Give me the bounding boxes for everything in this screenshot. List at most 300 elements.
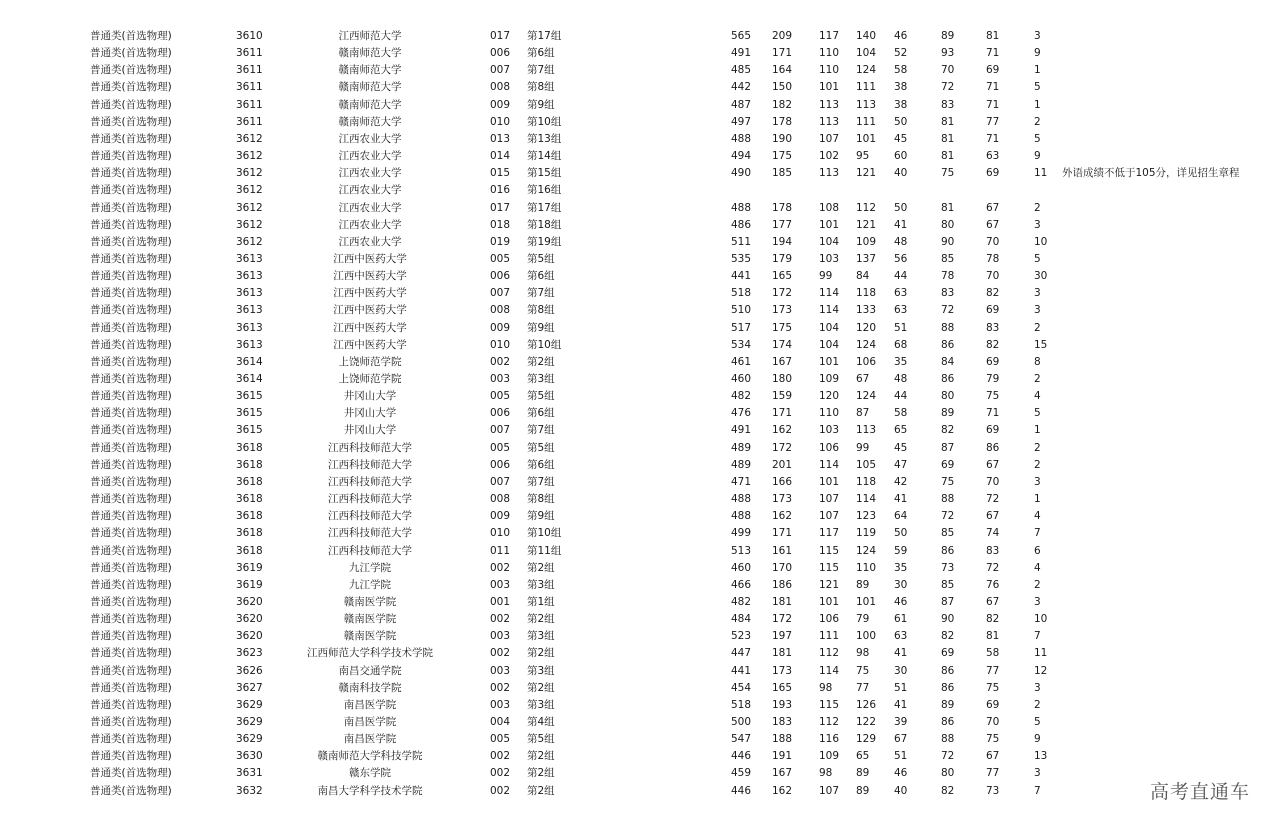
table-row: [0, 148, 1280, 165]
cell-physics-score: 114: [856, 493, 877, 506]
cell-code: 3629: [236, 698, 263, 711]
cell-plan-count: 30: [1034, 270, 1048, 283]
cell-math: 98: [819, 681, 833, 694]
cell-total: 489: [731, 458, 752, 471]
cell-chinese: 172: [772, 287, 793, 300]
cell-total: 517: [731, 321, 752, 334]
cell-plan-count: 3: [1034, 595, 1041, 608]
table-row: [0, 680, 1280, 697]
cell-chinese: 165: [772, 681, 793, 694]
cell-math: 107: [819, 784, 840, 797]
cell-total: 497: [731, 115, 752, 128]
cell-physics-score: 89: [856, 784, 870, 797]
cell-group-name: 第18组: [527, 218, 562, 231]
cell-category: 普通类(首选物理): [90, 510, 172, 523]
cell-bio-score: 84: [941, 355, 955, 368]
table-row: [0, 714, 1280, 731]
cell-physics-score: 121: [856, 167, 877, 180]
cell-bio-score: 80: [941, 218, 955, 231]
cell-group-name: 第10组: [527, 338, 562, 351]
cell-plan-count: 3: [1034, 30, 1041, 42]
cell-school: 九江学院: [349, 561, 391, 574]
cell-chem-score: 67: [894, 733, 908, 746]
cell-other-score: 71: [986, 132, 1000, 145]
cell-chem-score: 41: [894, 647, 908, 660]
cell-group-code: 002: [490, 767, 511, 780]
cell-school: 江西科技师范大学: [328, 527, 412, 540]
cell-category: 普通类(首选物理): [90, 167, 172, 180]
cell-chem-score: 40: [894, 784, 908, 797]
cell-school: 赣南师范大学: [338, 115, 402, 128]
cell-other-score: 75: [986, 681, 1000, 694]
table-row: [0, 645, 1280, 662]
cell-bio-score: 90: [941, 613, 955, 626]
cell-physics-score: 119: [856, 527, 877, 540]
cell-plan-count: 1: [1034, 493, 1041, 506]
cell-category: 普通类(首选物理): [90, 527, 172, 540]
cell-category: 普通类(首选物理): [90, 407, 172, 420]
cell-plan-count: 2: [1034, 441, 1041, 454]
table-row: [0, 560, 1280, 577]
cell-code: 3610: [236, 30, 263, 42]
cell-category: 普通类(首选物理): [90, 647, 172, 660]
cell-other-score: 67: [986, 458, 1000, 471]
cell-chinese: 209: [772, 30, 793, 42]
table-row: [0, 491, 1280, 508]
cell-code: 3619: [236, 561, 263, 574]
cell-group-code: 003: [490, 630, 511, 643]
cell-math: 101: [819, 81, 840, 94]
cell-plan-count: 2: [1034, 321, 1041, 334]
table-row: [0, 114, 1280, 131]
cell-chinese: 201: [772, 458, 793, 471]
cell-group-code: 018: [490, 218, 511, 231]
cell-plan-count: 2: [1034, 201, 1041, 214]
table-row: [0, 697, 1280, 714]
cell-school: 江西科技师范大学: [328, 544, 412, 557]
table-row: [0, 474, 1280, 491]
cell-school: 江西中医药大学: [333, 287, 407, 300]
cell-chinese: 181: [772, 647, 793, 660]
cell-bio-score: 88: [941, 493, 955, 506]
cell-code: 3613: [236, 304, 263, 317]
cell-code: 3613: [236, 270, 263, 283]
cell-plan-count: 3: [1034, 287, 1041, 300]
cell-group-name: 第6组: [527, 407, 555, 420]
cell-physics-score: 84: [856, 270, 870, 283]
cell-code: 3629: [236, 733, 263, 746]
cell-plan-count: 2: [1034, 578, 1041, 591]
cell-bio-score: 89: [941, 30, 955, 42]
cell-other-score: 75: [986, 390, 1000, 403]
cell-chinese: 170: [772, 561, 793, 574]
table-row: [0, 457, 1280, 474]
table-row: [0, 663, 1280, 680]
cell-group-name: 第6组: [527, 270, 555, 283]
cell-bio-score: 86: [941, 338, 955, 351]
cell-category: 普通类(首选物理): [90, 304, 172, 317]
table-row: [0, 320, 1280, 337]
cell-chem-score: 51: [894, 681, 908, 694]
cell-school: 江西中医药大学: [333, 321, 407, 334]
cell-total: 499: [731, 527, 752, 540]
cell-chem-score: 45: [894, 132, 908, 145]
cell-category: 普通类(首选物理): [90, 578, 172, 591]
cell-total: 511: [731, 235, 752, 248]
cell-other-score: 69: [986, 304, 1000, 317]
cell-school: 赣南师范大学: [338, 47, 402, 60]
cell-code: 3612: [236, 235, 263, 248]
table-row: [0, 525, 1280, 542]
cell-plan-count: 3: [1034, 767, 1041, 780]
cell-group-code: 009: [490, 510, 511, 523]
cell-physics-score: 89: [856, 578, 870, 591]
cell-group-name: 第3组: [527, 630, 555, 643]
cell-school: 江西科技师范大学: [328, 493, 412, 506]
cell-group-name: 第9组: [527, 510, 555, 523]
table-row: [0, 371, 1280, 388]
table-row: [0, 97, 1280, 114]
table-row: [0, 783, 1280, 800]
cell-group-name: 第8组: [527, 304, 555, 317]
cell-group-code: 015: [490, 167, 511, 180]
cell-group-name: 第2组: [527, 681, 555, 694]
cell-code: 3615: [236, 390, 263, 403]
cell-chem-score: 30: [894, 664, 908, 677]
cell-physics-score: 113: [856, 424, 877, 437]
table-row: [0, 405, 1280, 422]
cell-group-name: 第6组: [527, 458, 555, 471]
cell-other-score: 76: [986, 578, 1000, 591]
cell-chinese: 162: [772, 510, 793, 523]
cell-physics-score: 124: [856, 390, 877, 403]
cell-physics-score: 133: [856, 304, 877, 317]
cell-bio-score: 86: [941, 681, 955, 694]
cell-group-code: 002: [490, 355, 511, 368]
cell-group-name: 第13组: [527, 132, 562, 145]
cell-school: 井冈山大学: [343, 390, 397, 403]
cell-code: 3627: [236, 681, 263, 694]
cell-chem-score: 41: [894, 698, 908, 711]
table-row: [0, 165, 1280, 182]
cell-plan-count: 3: [1034, 304, 1041, 317]
cell-chem-score: 48: [894, 373, 908, 385]
cell-group-code: 010: [490, 338, 511, 351]
cell-physics-score: 89: [856, 767, 870, 780]
cell-plan-count: 4: [1034, 510, 1041, 523]
cell-bio-score: 81: [941, 115, 955, 128]
cell-math: 114: [819, 287, 840, 300]
cell-code: 3631: [236, 767, 263, 780]
cell-school: 江西科技师范大学: [328, 510, 412, 523]
cell-chem-score: 51: [894, 321, 908, 334]
cell-math: 98: [819, 767, 833, 780]
cell-physics-score: 98: [856, 647, 870, 660]
cell-math: 120: [819, 390, 840, 403]
cell-other-score: 71: [986, 81, 1000, 94]
cell-physics-score: 137: [856, 252, 877, 265]
cell-other-score: 83: [986, 544, 1000, 557]
cell-group-name: 第7组: [527, 424, 555, 437]
cell-chinese: 172: [772, 613, 793, 626]
cell-total: 460: [731, 561, 752, 574]
cell-total: 484: [731, 613, 752, 626]
cell-total: 518: [731, 287, 752, 300]
cell-group-name: 第3组: [527, 373, 555, 385]
cell-bio-score: 82: [941, 630, 955, 643]
cell-other-score: 69: [986, 698, 1000, 711]
table-row: [0, 268, 1280, 285]
cell-code: 3618: [236, 475, 263, 488]
cell-plan-count: 7: [1034, 630, 1041, 643]
cell-total: 461: [731, 355, 752, 368]
cell-school: 江西农业大学: [338, 184, 402, 197]
cell-math: 114: [819, 664, 840, 677]
cell-group-name: 第8组: [527, 493, 555, 506]
cell-total: 500: [731, 716, 752, 728]
cell-group-code: 010: [490, 115, 511, 128]
table-row: [0, 337, 1280, 354]
table-row: [0, 594, 1280, 611]
cell-math: 110: [819, 64, 840, 77]
cell-other-score: 58: [986, 647, 1000, 660]
table-row: [0, 748, 1280, 765]
cell-physics-score: 101: [856, 132, 877, 145]
cell-physics-score: 122: [856, 716, 877, 728]
cell-group-name: 第16组: [527, 184, 562, 197]
cell-physics-score: 110: [856, 561, 877, 574]
cell-math: 117: [819, 527, 840, 540]
table-row: [0, 302, 1280, 319]
cell-physics-score: 123: [856, 510, 877, 523]
cell-category: 普通类(首选物理): [90, 81, 172, 94]
cell-math: 101: [819, 218, 840, 231]
cell-category: 普通类(首选物理): [90, 664, 172, 677]
cell-other-score: 67: [986, 510, 1000, 523]
cell-plan-count: 9: [1034, 150, 1041, 163]
cell-bio-score: 75: [941, 167, 955, 180]
cell-plan-count: 15: [1034, 338, 1048, 351]
cell-category: 普通类(首选物理): [90, 338, 172, 351]
cell-school: 赣南科技学院: [338, 681, 402, 694]
cell-school: 南昌大学科学技术学院: [317, 784, 423, 797]
cell-bio-score: 70: [941, 64, 955, 77]
cell-math: 107: [819, 132, 840, 145]
cell-total: 446: [731, 750, 752, 763]
cell-group-code: 017: [490, 30, 511, 42]
cell-math: 113: [819, 115, 840, 128]
cell-chinese: 179: [772, 252, 793, 265]
table-row: [0, 731, 1280, 748]
cell-physics-score: 79: [856, 613, 870, 626]
cell-school: 南昌医学院: [343, 716, 397, 728]
cell-group-code: 017: [490, 201, 511, 214]
cell-category: 普通类(首选物理): [90, 252, 172, 265]
cell-code: 3620: [236, 595, 263, 608]
cell-bio-score: 82: [941, 424, 955, 437]
cell-total: 441: [731, 270, 752, 283]
cell-chinese: 185: [772, 167, 793, 180]
cell-other-score: 70: [986, 716, 1000, 728]
cell-plan-count: 10: [1034, 613, 1048, 626]
cell-chinese: 188: [772, 733, 793, 746]
cell-chinese: 181: [772, 595, 793, 608]
cell-math: 114: [819, 458, 840, 471]
cell-category: 普通类(首选物理): [90, 441, 172, 454]
cell-chinese: 186: [772, 578, 793, 591]
cell-category: 普通类(首选物理): [90, 184, 172, 197]
cell-category: 普通类(首选物理): [90, 493, 172, 506]
cell-chem-score: 51: [894, 750, 908, 763]
cell-chinese: 173: [772, 493, 793, 506]
cell-plan-count: 1: [1034, 424, 1041, 437]
cell-school: 江西农业大学: [338, 150, 402, 163]
cell-math: 113: [819, 167, 840, 180]
cell-category: 普通类(首选物理): [90, 613, 172, 626]
table-row: [0, 62, 1280, 79]
cell-other-score: 82: [986, 613, 1000, 626]
cell-chem-score: 48: [894, 235, 908, 248]
cell-chem-score: 52: [894, 47, 908, 60]
cell-math: 101: [819, 355, 840, 368]
cell-physics-score: 99: [856, 441, 870, 454]
cell-plan-count: 2: [1034, 373, 1041, 385]
table-row: [0, 251, 1280, 268]
cell-plan-count: 5: [1034, 716, 1041, 728]
cell-math: 117: [819, 30, 840, 42]
cell-math: 112: [819, 647, 840, 660]
cell-chem-score: 60: [894, 150, 908, 163]
cell-total: 471: [731, 475, 752, 488]
cell-code: 3613: [236, 321, 263, 334]
cell-bio-score: 89: [941, 407, 955, 420]
cell-group-name: 第5组: [527, 733, 555, 746]
cell-code: 3611: [236, 81, 263, 94]
cell-category: 普通类(首选物理): [90, 373, 172, 385]
cell-plan-count: 4: [1034, 561, 1041, 574]
cell-math: 114: [819, 304, 840, 317]
table-row: [0, 440, 1280, 457]
cell-physics-score: 118: [856, 287, 877, 300]
cell-chinese: 183: [772, 716, 793, 728]
cell-group-code: 002: [490, 613, 511, 626]
cell-total: 442: [731, 81, 752, 94]
cell-other-score: 63: [986, 150, 1000, 163]
cell-physics-score: 118: [856, 475, 877, 488]
cell-other-score: 67: [986, 595, 1000, 608]
cell-total: 534: [731, 338, 752, 351]
cell-school: 上饶师范学院: [338, 355, 402, 368]
cell-category: 普通类(首选物理): [90, 270, 172, 283]
cell-bio-score: 86: [941, 373, 955, 385]
cell-school: 赣南师范大学: [338, 98, 402, 111]
cell-code: 3623: [236, 647, 263, 660]
cell-school: 赣东学院: [349, 767, 391, 780]
cell-chem-score: 35: [894, 355, 908, 368]
cell-plan-count: 5: [1034, 407, 1041, 420]
cell-group-code: 001: [490, 595, 511, 608]
cell-physics-score: 113: [856, 98, 877, 111]
cell-total: 441: [731, 664, 752, 677]
cell-physics-score: 124: [856, 544, 877, 557]
cell-total: 518: [731, 698, 752, 711]
cell-group-name: 第2组: [527, 561, 555, 574]
cell-total: 490: [731, 167, 752, 180]
cell-physics-score: 105: [856, 458, 877, 471]
cell-physics-score: 109: [856, 235, 877, 248]
cell-chem-score: 39: [894, 716, 908, 728]
cell-chinese: 190: [772, 132, 793, 145]
cell-school: 九江学院: [349, 578, 391, 591]
cell-other-score: 70: [986, 270, 1000, 283]
cell-chinese: 173: [772, 664, 793, 677]
cell-plan-count: 5: [1034, 132, 1041, 145]
cell-school: 南昌医学院: [343, 698, 397, 711]
cell-school: 赣南师范大学科技学院: [317, 750, 423, 763]
cell-physics-score: 140: [856, 30, 877, 42]
cell-group-name: 第7组: [527, 475, 555, 488]
cell-physics-score: 67: [856, 373, 870, 385]
cell-chem-score: 58: [894, 64, 908, 77]
cell-code: 3630: [236, 750, 263, 763]
cell-chinese: 175: [772, 150, 793, 163]
cell-chem-score: 41: [894, 218, 908, 231]
cell-chem-score: 44: [894, 390, 908, 403]
cell-code: 3611: [236, 64, 263, 77]
cell-chem-score: 30: [894, 578, 908, 591]
cell-chinese: 162: [772, 784, 793, 797]
cell-physics-score: 124: [856, 64, 877, 77]
cell-bio-score: 81: [941, 150, 955, 163]
cell-bio-score: 72: [941, 510, 955, 523]
cell-school: 南昌交通学院: [338, 664, 402, 677]
cell-total: 488: [731, 493, 752, 506]
table-row: [0, 234, 1280, 251]
cell-chem-score: 58: [894, 407, 908, 420]
cell-group-code: 003: [490, 664, 511, 677]
cell-group-name: 第9组: [527, 321, 555, 334]
cell-school: 江西师范大学科学技术学院: [307, 647, 433, 660]
cell-category: 普通类(首选物理): [90, 30, 172, 42]
cell-math: 112: [819, 716, 840, 728]
table-row: [0, 182, 1280, 199]
cell-other-score: 78: [986, 252, 1000, 265]
cell-chem-score: 61: [894, 613, 908, 626]
cell-total: 482: [731, 595, 752, 608]
cell-chinese: 172: [772, 441, 793, 454]
cell-math: 103: [819, 252, 840, 265]
cell-group-code: 003: [490, 373, 511, 385]
cell-physics-score: 111: [856, 115, 877, 128]
cell-chinese: 162: [772, 424, 793, 437]
cell-school: 江西中医药大学: [333, 304, 407, 317]
cell-category: 普通类(首选物理): [90, 458, 172, 471]
cell-group-code: 007: [490, 424, 511, 437]
cell-group-name: 第15组: [527, 167, 562, 180]
cell-group-code: 002: [490, 647, 511, 660]
cell-total: 488: [731, 132, 752, 145]
cell-physics-score: 121: [856, 218, 877, 231]
cell-plan-count: 11: [1034, 647, 1048, 660]
cell-code: 3626: [236, 664, 263, 677]
cell-code: 3611: [236, 98, 263, 111]
cell-total: 565: [731, 30, 752, 42]
cell-group-code: 007: [490, 64, 511, 77]
cell-category: 普通类(首选物理): [90, 321, 172, 334]
cell-other-score: 69: [986, 167, 1000, 180]
cell-group-code: 019: [490, 235, 511, 248]
cell-chinese: 193: [772, 698, 793, 711]
